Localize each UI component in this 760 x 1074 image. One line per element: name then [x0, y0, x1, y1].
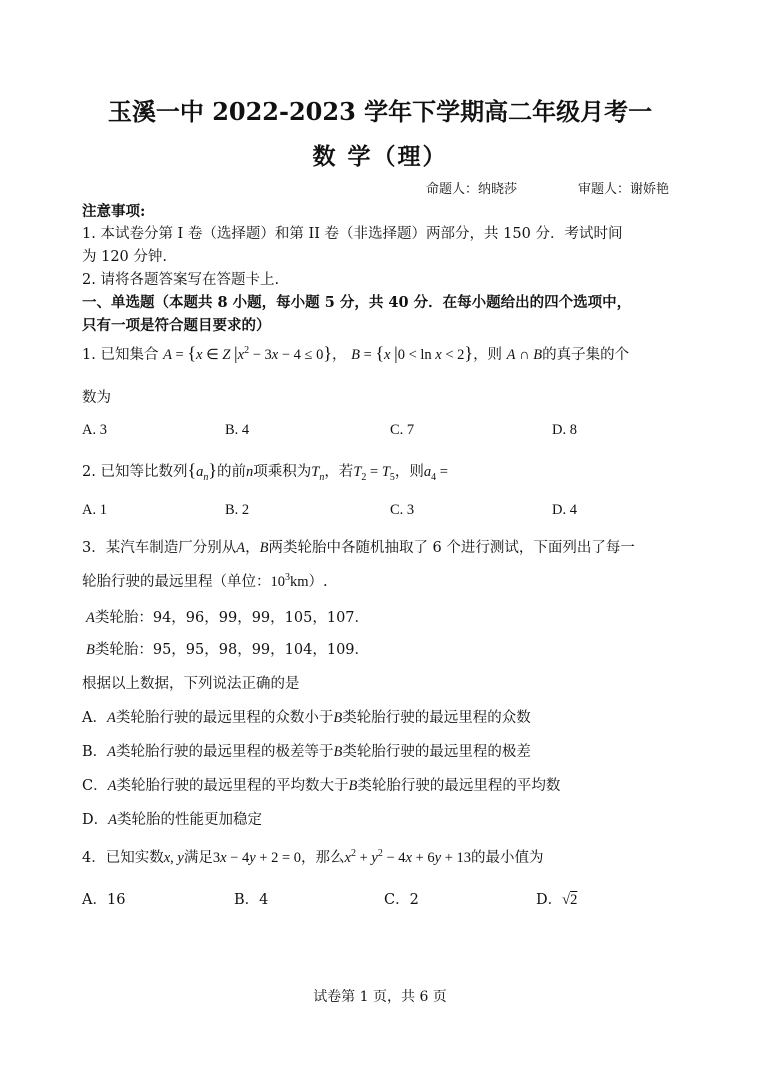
q2-option-c: C. 3	[390, 502, 415, 518]
q3-line1b: ，	[245, 540, 260, 556]
q3-option-c: C．A类轮胎行驶的最远里程的平均数大于B类轮胎行驶的最远里程的平均数	[82, 778, 561, 794]
q4-sqrt2: √2	[562, 892, 578, 908]
q3-line1a: 3．某汽车制造厂分别从	[82, 540, 237, 556]
question-4	[82, 846, 544, 867]
q1-option-c: C. 7	[390, 422, 415, 438]
q2-mid3: ，若	[324, 464, 354, 480]
section-heading-1: 一、单选题（本题共 8 小题，每小题 5 分，共 40 分．在每小题给出的四个选项中，	[82, 294, 632, 311]
q3-data-a-label: 类轮胎：	[94, 610, 153, 626]
q3-line1c: 两类轮胎中各随机抽取了 6 个进行测试，下面列出了每一	[268, 540, 635, 556]
q4-tail: 的最小值为	[471, 850, 544, 866]
q1-option-b: B. 4	[225, 422, 250, 438]
q1-set-a: A = {x ∈ Z $|x^2 - 3x - 4 \le 0$}	[163, 343, 332, 363]
q2-option-d: D. 4	[552, 502, 577, 518]
q3-b-text1: 类轮胎行驶的最远里程的极差等于	[116, 744, 334, 760]
q2-mid4: ，则	[394, 464, 424, 480]
q3-a-letter: A．	[82, 710, 107, 726]
q2-tn: $T_n$	[311, 464, 325, 483]
q4-option-b: B．4	[234, 892, 269, 908]
q4-option-a: A．16	[82, 892, 126, 908]
q1-option-d: D. 8	[552, 422, 577, 438]
q3-b-letter: B．	[82, 744, 108, 760]
q3-option-d: D．A类轮胎的性能更加稳定	[82, 812, 262, 828]
q1-set-b: B = {x |0 < ln x < 2}	[351, 343, 474, 363]
q2-lead: 2. 已知等比数列	[82, 464, 188, 480]
q2-cond: $T_2 = T_5$	[353, 464, 395, 483]
question-3: 3．某汽车制造厂分别从A，B两类轮胎中各随机抽取了 6 个进行测试，下面列出了每一	[82, 540, 635, 556]
q3-data-b-label: 类轮胎：	[94, 642, 153, 658]
q1-tail: ，则	[473, 347, 503, 363]
q1-mid: ，	[331, 347, 347, 363]
q4-option-d	[536, 888, 577, 909]
exam-subject: 数 学（理）	[312, 143, 448, 170]
q3-option-a: A．A类轮胎行驶的最远里程的众数小于B类轮胎行驶的最远里程的众数	[82, 710, 531, 726]
q3-prompt: 根据以上数据，下列说法正确的是	[82, 676, 300, 692]
note-2: 2. 请将各题答案写在答题卡上.	[82, 272, 280, 288]
q1-intersection: A ∩ B	[506, 347, 543, 363]
author-label: 命题人：纳晓莎	[426, 182, 518, 197]
q1-lead: 1. 已知集合	[82, 347, 159, 363]
q2-seq: $\{a_n\}$	[187, 460, 217, 483]
q4-mid2: ，那么	[301, 850, 345, 866]
q1-option-a: A. 3	[82, 422, 107, 438]
q4-option-c: C．2	[384, 892, 419, 908]
q3-option-b: B．A类轮胎行驶的最远里程的极差等于B类轮胎行驶的最远里程的极差	[82, 744, 531, 760]
q2-mid: 的前	[216, 464, 246, 480]
page-footer: 试卷第 1 页，共 6 页	[313, 989, 447, 1005]
q3-data-a-values: 94，96，99，99，105，107．	[152, 610, 370, 626]
question-2: 2. 已知等比数列$\{a_n\}$的前n项乘积为$T_n$，若$T_2 = T_5$，则$a_4$ =	[82, 460, 448, 483]
q3-d-letter: D．	[82, 812, 109, 828]
q2-option-b: B. 2	[225, 502, 250, 518]
section-heading-2: 只有一项是符合题目要求的）	[82, 317, 271, 334]
q3-a-text2: 类轮胎行驶的最远里程的众数	[342, 710, 531, 726]
notes-heading: 注意事项:	[82, 203, 146, 220]
q3-c-text1: 类轮胎行驶的最远里程的平均数大于	[116, 778, 349, 794]
q3-c-letter: C．	[82, 778, 108, 794]
q4-expression: $x^2 + y^2 - 4x + 6y + 13$	[344, 848, 472, 866]
q3-unit-tail: ）.	[308, 574, 328, 590]
q4-mid: 满足	[183, 850, 213, 866]
q1-tail2: 的真子集的个	[542, 347, 630, 363]
q3-data-b: B类轮胎：95，95，98，99，104，109．	[86, 642, 370, 658]
q2-a4: $a_4$ =	[423, 464, 448, 483]
reviewer-label: 审题人：谢娇艳	[578, 182, 670, 197]
q3-line2-text: 轮胎行驶的最远里程（单位：	[82, 574, 271, 590]
q3-line2	[82, 570, 328, 591]
q3-b-text2: 类轮胎行驶的最远里程的极差	[342, 744, 531, 760]
note-1a: 1. 本试卷分第 I 卷（选择题）和第 II 卷（非选择题）两部分，共 150 分．考试时间	[82, 226, 623, 242]
q2-mid2: 项乘积为	[253, 464, 312, 480]
q3-d-text: 类轮胎的性能更加稳定	[117, 812, 262, 828]
question-1	[82, 343, 629, 364]
q4-option-d-letter: D．	[536, 892, 563, 908]
q3-data-b-values: 95，95，98，99，104，109．	[152, 642, 370, 658]
q3-c-text2: 类轮胎行驶的最远里程的平均数	[357, 778, 561, 794]
q3-unit: $10^3km$	[270, 572, 309, 590]
q1-line2: 数为	[82, 390, 111, 406]
q3-a-text1: 类轮胎行驶的最远里程的众数小于	[115, 710, 334, 726]
exam-title: 玉溪一中 2022-2023 学年下学期高二年级月考一	[107, 97, 653, 126]
q4-vars: x, y	[163, 850, 184, 866]
q3-data-a: A类轮胎：94，96，99，99，105，107．	[86, 610, 370, 626]
q4-condition: 3x − 4y + 2 = 0	[212, 850, 302, 866]
q4-lead: 4．已知实数	[82, 850, 164, 866]
q2-option-a: A. 1	[82, 502, 107, 518]
note-1b: 为 120 分钟.	[82, 249, 168, 265]
